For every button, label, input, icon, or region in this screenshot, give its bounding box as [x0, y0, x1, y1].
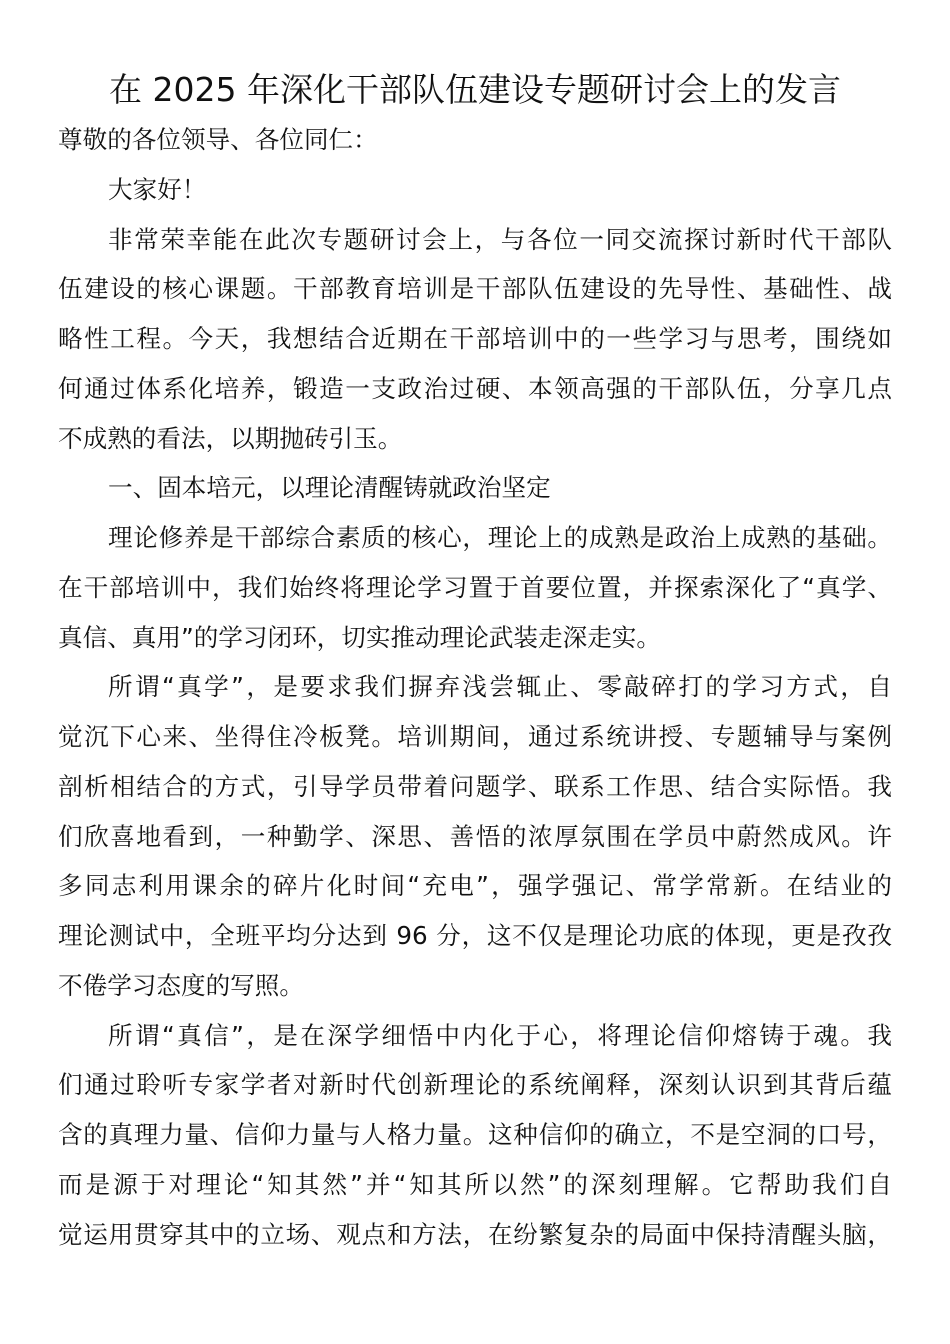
section-heading: 一、固本培元，以理论清醒铸就政治坚定 — [108, 473, 551, 503]
paragraph-line: 剖析相结合的方式，引导学员带着问题学、联系工作思、结合实际悟。我 — [58, 771, 892, 801]
paragraph-line: 多同志利用课余的碎片化时间“充电”，强学强记、常学常新。在结业的 — [58, 871, 892, 901]
paragraph-true-belief — [58, 1011, 892, 1260]
paragraph-line: 何通过体系化培养，锻造一支政治过硬、本领高强的干部队伍，分享几点 — [58, 373, 892, 403]
paragraph-line: 非常荣幸能在此次专题研讨会上，与各位一同交流探讨新时代干部队 — [108, 224, 892, 254]
section-heading-1 — [58, 463, 892, 513]
paragraph-line: 们欣喜地看到，一种勤学、深思、善悟的浓厚氛围在学员中蔚然成风。许 — [58, 821, 892, 851]
paragraph-line: 伍建设的核心课题。干部教育培训是干部队伍建设的先导性、基础性、战 — [58, 274, 892, 304]
paragraph-line: 略性工程。今天，我想结合近期在干部培训中的一些学习与思考，围绕如 — [58, 324, 892, 353]
paragraph-line: 理论测试中，全班平均分达到 96 分，这不仅是理论功底的体现，更是孜孜 — [58, 921, 892, 950]
paragraph-line: 觉运用贯穿其中的立场、观点和方法，在纷繁复杂的局面中保持清醒头脑， — [58, 1219, 892, 1249]
paragraph-true-learning — [58, 662, 892, 1010]
paragraph-line: 在干部培训中，我们始终将理论学习置于首要位置，并探索深化了“真学、 — [58, 572, 892, 602]
paragraph-line: 觉沉下心来、坐得住冷板凳。培训期间，通过系统讲授、专题辅导与案例 — [58, 722, 892, 751]
paragraph-line: 不倦学习态度的写照。 — [58, 970, 304, 1000]
paragraph-theory — [58, 513, 892, 662]
paragraph-line: 所谓“真学”，是要求我们摒弃浅尝辄止、零敲碎打的学习方式，自 — [108, 672, 892, 702]
document-title: 在 2025 年深化干部队伍建设专题研讨会上的发言 — [109, 70, 841, 109]
salutation: 尊敬的各位领导、各位同仁： — [58, 125, 378, 154]
paragraph-line: 不成熟的看法，以期抛砖引玉。 — [58, 423, 403, 453]
paragraph-line: 所谓“真信”，是在深学细悟中内化于心，将理论信仰熔铸于魂。我 — [108, 1020, 892, 1050]
greeting: 大家好！ — [108, 174, 207, 204]
paragraph-line: 理论修养是干部综合素质的核心，理论上的成熟是政治上成熟的基础。 — [108, 523, 892, 552]
paragraph-line: 真信、真用”的学习闭环，切实推动理论武装走深走实。 — [58, 622, 661, 652]
paragraph-intro — [58, 215, 892, 464]
paragraph-line: 们通过聆听专家学者对新时代创新理论的系统阐释，深刻认识到其背后蕴 — [58, 1070, 892, 1100]
document-body — [58, 115, 892, 1259]
paragraph-line: 含的真理力量、信仰力量与人格力量。这种信仰的确立，不是空洞的口号， — [58, 1120, 892, 1149]
paragraph-line: 而是源于对理论“知其然”并“知其所以然”的深刻理解。它帮助我们自 — [58, 1169, 892, 1199]
